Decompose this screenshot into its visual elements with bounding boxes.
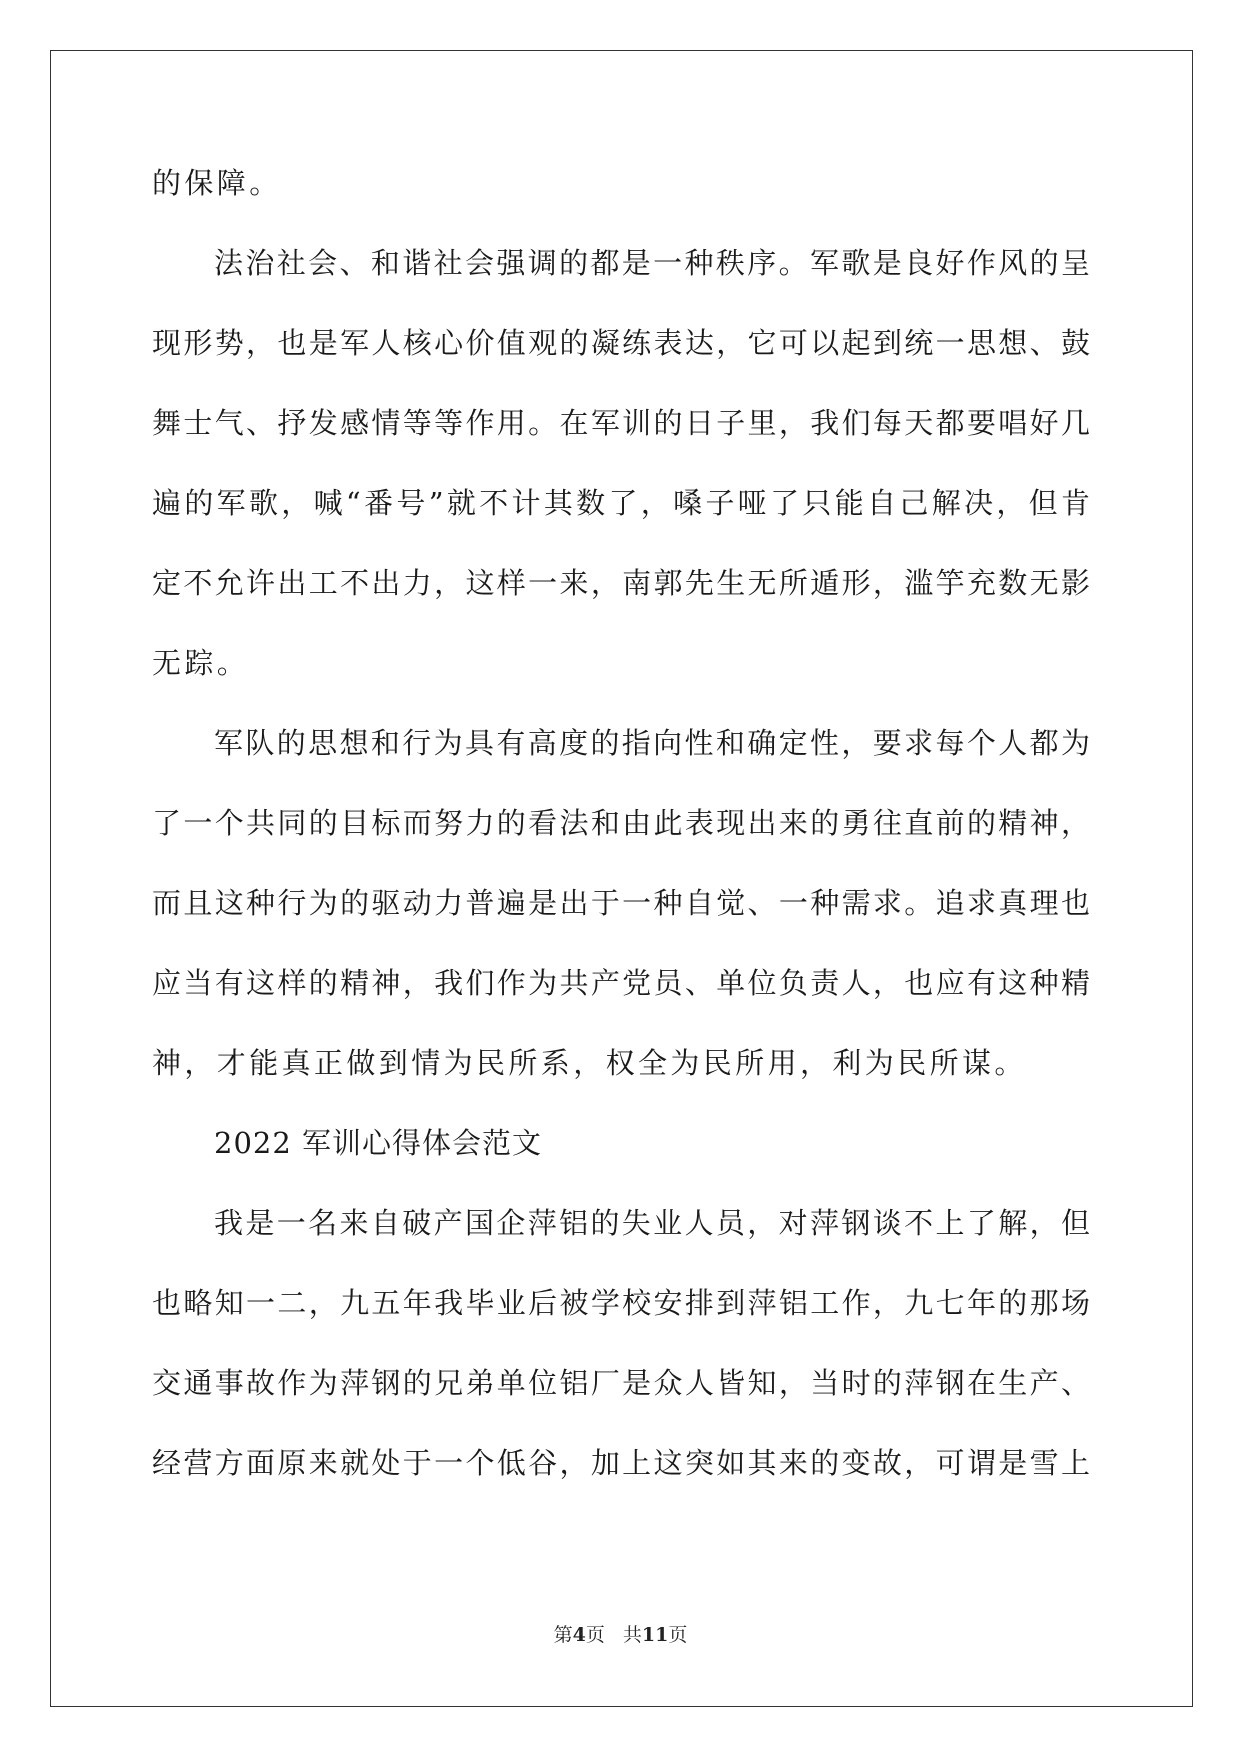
section-heading: 2022 军训心得体会范文 <box>214 1126 543 1160</box>
current-page-number: 4 <box>572 1624 586 1646</box>
text-line: 无踪。 <box>152 646 250 680</box>
text-line: 遍的军歌，喊“番号”就不计其数了，嗓子哑了只能自己解决，但肯 <box>152 486 1090 520</box>
page-footer <box>0 1620 1241 1647</box>
text-line: 军队的思想和行为具有高度的指向性和确定性，要求每个人都为 <box>214 726 1090 760</box>
document-body <box>152 163 1090 1523</box>
total-page-number: 11 <box>641 1624 669 1646</box>
footer-prefix: 第 <box>553 1624 573 1646</box>
text-line: 舞士气、抒发感情等等作用。在军训的日子里，我们每天都要唱好几 <box>152 406 1090 440</box>
text-line: 我是一名来自破产国企萍铝的失业人员，对萍钢谈不上了解，但 <box>214 1206 1090 1240</box>
text-line: 也略知一二，九五年我毕业后被学校安排到萍铝工作，九七年的那场 <box>152 1286 1090 1320</box>
text-line: 的保障。 <box>152 166 282 200</box>
footer-page-suffix: 页 <box>585 1624 605 1646</box>
text-line: 应当有这样的精神，我们作为共产党员、单位负责人，也应有这种精 <box>152 966 1090 1000</box>
text-line: 神，才能真正做到情为民所系，权全为民所用，利为民所谋。 <box>152 1046 1027 1080</box>
text-line: 现形势，也是军人核心价值观的凝练表达，它可以起到统一思想、鼓 <box>152 326 1090 360</box>
text-line: 经营方面原来就处于一个低谷，加上这突如其来的变故，可谓是雪上 <box>152 1446 1090 1480</box>
text-line: 定不允许出工不出力，这样一来，南郭先生无所遁形，滥竽充数无影 <box>152 566 1090 600</box>
footer-total-prefix: 共 <box>622 1624 642 1646</box>
footer-total-suffix: 页 <box>668 1624 688 1646</box>
text-line: 法治社会、和谐社会强调的都是一种秩序。军歌是良好作风的呈 <box>214 246 1090 280</box>
text-line: 了一个共同的目标而努力的看法和由此表现出来的勇往直前的精神， <box>152 806 1090 840</box>
text-line: 交通事故作为萍钢的兄弟单位铝厂是众人皆知，当时的萍钢在生产、 <box>152 1366 1090 1400</box>
text-line: 而且这种行为的驱动力普遍是出于一种自觉、一种需求。追求真理也 <box>152 886 1090 920</box>
